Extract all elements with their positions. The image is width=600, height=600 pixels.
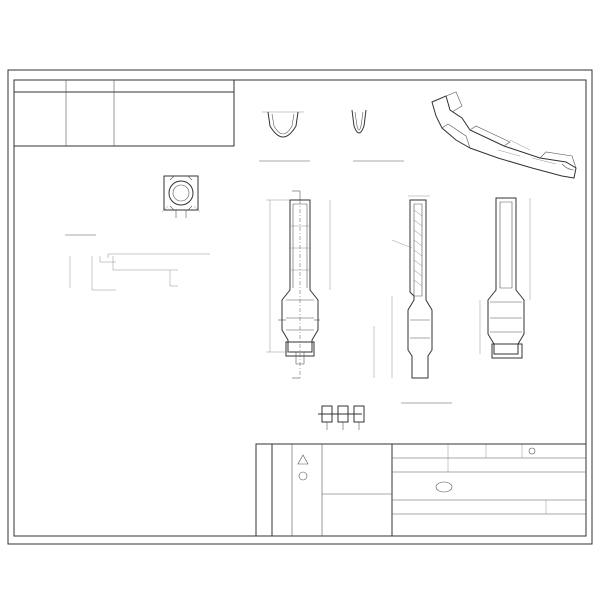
- terminal-right-view: [480, 198, 530, 358]
- section-b-b-view: [352, 110, 404, 161]
- terminal-front-view: [266, 191, 330, 380]
- isometric-terminal-view: [432, 92, 576, 178]
- terminal-side-view: [374, 196, 452, 403]
- chain-form-view: [318, 406, 364, 430]
- outer-frame: [8, 70, 592, 544]
- barrel-end-view: [162, 176, 200, 218]
- parts-table: [14, 80, 234, 146]
- title-block: [256, 444, 586, 536]
- legend: [65, 235, 210, 290]
- section-a-a-view: [259, 112, 310, 161]
